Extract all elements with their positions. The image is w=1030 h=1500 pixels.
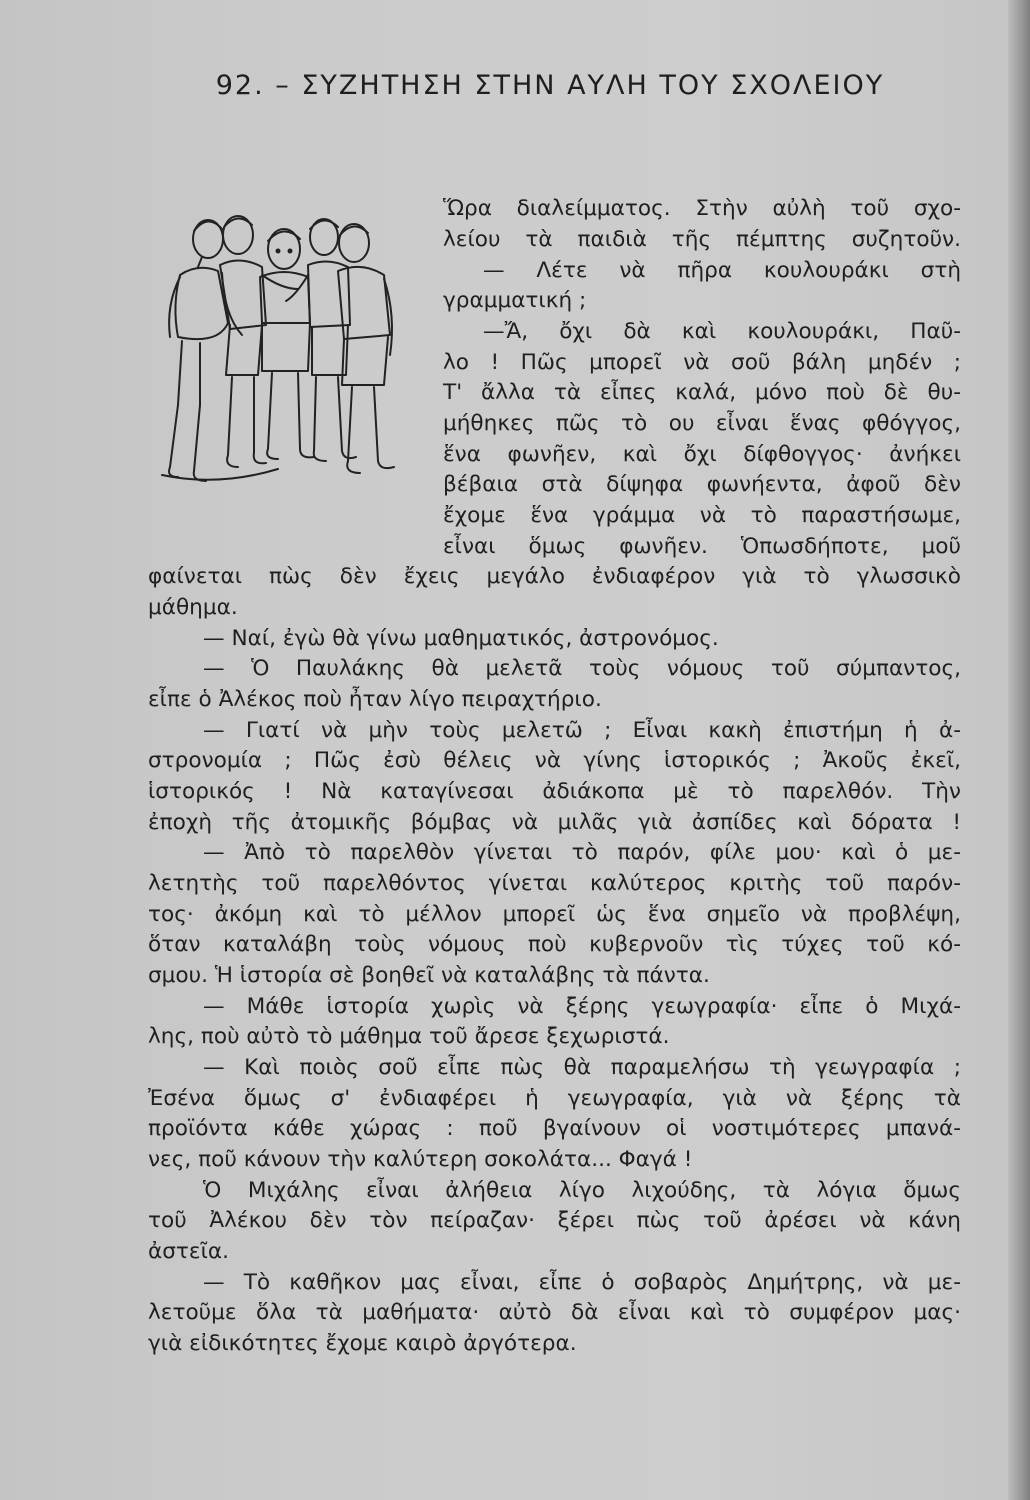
text-line: — Ἀπὸ τὸ παρελθὸν γίνεται τὸ παρόν, φίλε μου· καὶ ὁ με- xyxy=(203,840,961,865)
text-line: ὅταν καταλάβη τοὺς νόμους ποὺ κυβερνοῦν τὶς τύχες τοῦ κό- xyxy=(148,932,961,957)
text-line: βέβαια στὰ δίψηφα φωνήεντα, ἀφοῦ δὲν xyxy=(443,472,961,497)
text-line: λης, ποὺ αὐτὸ τὸ μάθημα τοῦ ἄρεσε ξεχωριστά. xyxy=(148,1024,670,1049)
text-line: προϊόντα κάθε χώρας : ποῦ βγαίνουν οἱ νοστιμότερες μπανά- xyxy=(148,1116,961,1141)
text-line: στρονομία ; Πῶς ἐσὺ θέλεις νὰ γίνης ἱστορικός ; Ἀκοῦς ἐκεῖ, xyxy=(148,748,961,773)
text-line: —Ἄ, ὄχι δὰ καὶ κουλουράκι, Παῦ- xyxy=(483,319,961,344)
text-line: εἶναι ὅμως φωνῆεν. Ὁπωσδήποτε, μοῦ xyxy=(443,534,961,559)
text-line: γιὰ εἰδικότητες ἔχομε καιρὸ ἀργότερα. xyxy=(148,1331,577,1356)
text-line: ἕνα φωνῆεν, καὶ ὄχι δίφθογγος· ἀνήκει xyxy=(443,442,961,467)
text-line: γραμματική ; xyxy=(443,288,587,313)
text-line: φαίνεται πὼς δὲν ἔχεις μεγάλο ἐνδιαφέρον γιὰ τὸ γλωσσικὸ xyxy=(148,564,961,589)
text-line: εἶπε ὁ Ἀλέκος ποὺ ἦταν λίγο πειραχτήριο. xyxy=(148,687,602,712)
text-line: — Μάθε ἱστορία χωρὶς νὰ ξέρης γεωγραφία· εἶπε ὁ Μιχά- xyxy=(203,994,961,1019)
text-line: λετοῦμε ὅλα τὰ μαθήματα· αὐτὸ δὰ εἶναι καὶ τὸ συμφέρον μας· xyxy=(148,1300,961,1325)
text-line: — Ναί, ἐγὼ θὰ γίνω μαθηματικός, ἀστρονόμος. xyxy=(203,626,719,651)
text-line: ἱστορικός ! Νὰ καταγίνεσαι ἀδιάκοπα μὲ τὸ παρελθόν. Τὴν xyxy=(148,779,961,804)
text-line: τοῦ Ἀλέκου δὲν τὸν πείραζαν· ξέρει πὼς τοῦ ἀρέσει νὰ κάνη xyxy=(148,1208,961,1233)
text-line: Ἐσένα ὅμως σ' ἐνδιαφέρει ἡ γεωγραφία, γιὰ νὰ ξέρης τὰ xyxy=(148,1086,961,1111)
chapter-title: 92. – ΣΥΖΗΤΗΣΗ ΣΤΗΝ ΑΥΛΗ ΤΟΥ ΣΧΟΛΕΙΟΥ xyxy=(215,70,885,101)
text-line: Ὁ Μιχάλης εἶναι ἀλήθεια λίγο λιχούδης, τὰ λόγια ὅμως xyxy=(203,1178,961,1203)
group-of-schoolboys-drawing-icon xyxy=(158,205,408,490)
text-line: ἐποχὴ τῆς ἀτομικῆς βόμβας νὰ μιλᾶς γιὰ ἀσπίδες καὶ δόρατα ! xyxy=(148,810,961,835)
text-line: — Γιατί νὰ μὴν τοὺς μελετῶ ; Εἶναι κακὴ ἐπιστήμη ἡ ἀ- xyxy=(203,718,961,743)
text-line: ἀστεῖα. xyxy=(148,1239,229,1264)
text-line: σμου. Ἡ ἱστορία σὲ βοηθεῖ νὰ καταλάβης τὰ πάντα. xyxy=(148,963,710,988)
text-line: — Καὶ ποιὸς σοῦ εἶπε πὼς θὰ παραμελήσω τὴ γεωγραφία ; xyxy=(203,1055,961,1080)
text-line: — Τὸ καθῆκον μας εἶναι, εἶπε ὁ σοβαρὸς Δημήτρης, νὰ με- xyxy=(203,1270,961,1295)
text-line: μήθηκες πῶς τὸ ου εἶναι ἕνας φθόγγος, xyxy=(443,411,961,436)
text-line: τος· ἀκόμη καὶ τὸ μέλλον μπορεῖ ὡς ἕνα σημεῖο νὰ προβλέψη, xyxy=(148,902,961,927)
book-spine-edge xyxy=(1008,0,1030,1500)
text-line: ἔχομε ἕνα γράμμα νὰ τὸ παραστήσωμε, xyxy=(443,503,961,528)
text-line: λετητὴς τοῦ παρελθόντος γίνεται καλύτερος κριτὴς τοῦ παρόν- xyxy=(148,871,961,896)
text-line: λο ! Πῶς μπορεῖ νὰ σοῦ βάλη μηδέν ; xyxy=(443,350,961,375)
text-line: νες, ποῦ κάνουν τὴν καλύτερη σοκολάτα... Φαγά ! xyxy=(148,1147,693,1172)
text-line: λείου τὰ παιδιὰ τῆς πέμπτης συζητοῦν. xyxy=(443,227,961,252)
text-line: Τ' ἄλλα τὰ εἶπες καλά, μόνο ποὺ δὲ θυ- xyxy=(443,380,961,405)
text-line: Ὥρα διαλείμματος. Στὴν αὐλὴ τοῦ σχο- xyxy=(443,196,961,221)
text-line: μάθημα. xyxy=(148,595,238,620)
text-line: — Λέτε νὰ πῆρα κουλουράκι στὴ xyxy=(483,258,961,283)
text-line: — Ὁ Παυλάκης θὰ μελετᾶ τοὺς νόμους τοῦ σύμπαντος, xyxy=(203,656,961,681)
